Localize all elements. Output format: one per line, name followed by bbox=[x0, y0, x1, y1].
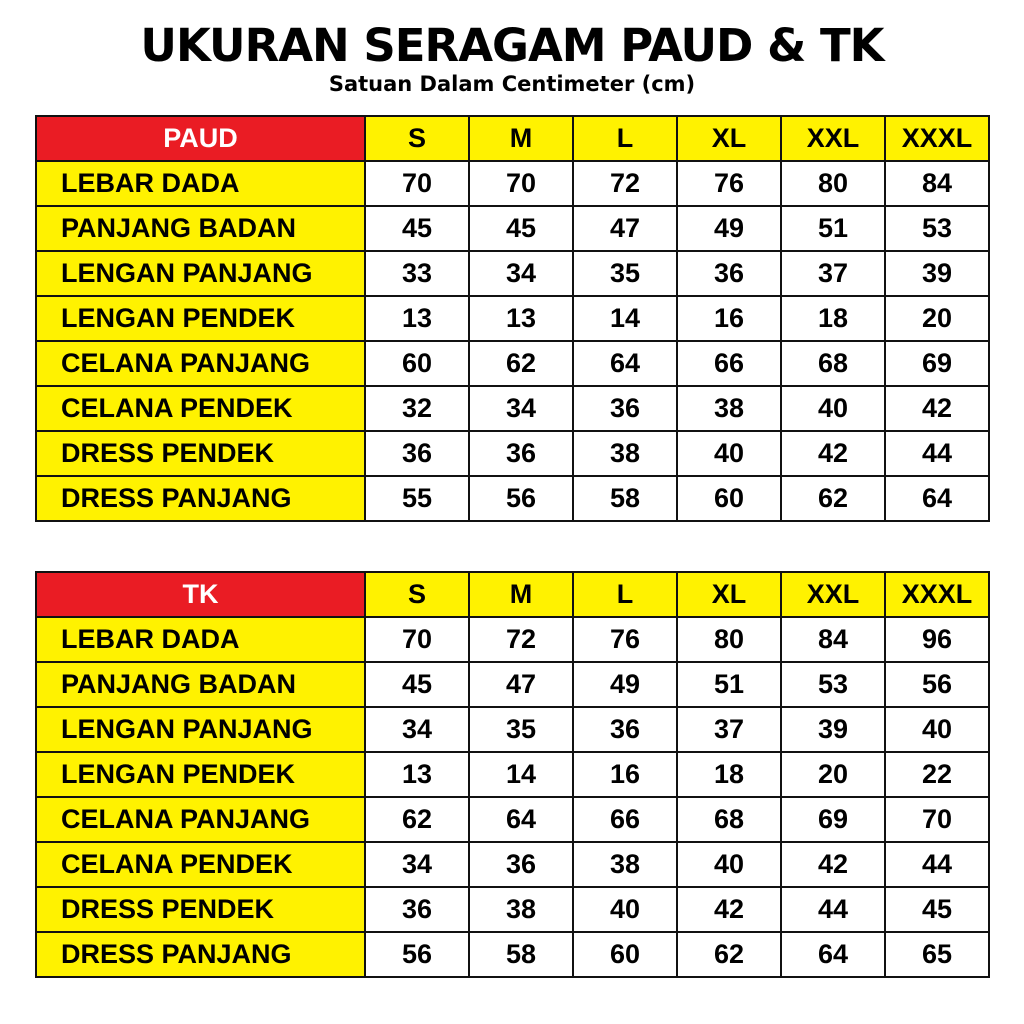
measurement-value: 70 bbox=[885, 797, 989, 842]
table-row bbox=[36, 707, 989, 752]
measurement-value: 37 bbox=[781, 251, 885, 296]
measurement-value: 80 bbox=[781, 161, 885, 206]
measurement-value: 53 bbox=[885, 206, 989, 251]
measurement-label: LENGAN PANJANG bbox=[36, 707, 365, 752]
measurement-value: 42 bbox=[885, 386, 989, 431]
measurement-value: 32 bbox=[365, 386, 469, 431]
size-header: XXL bbox=[781, 116, 885, 161]
measurement-value: 64 bbox=[573, 341, 677, 386]
table-row bbox=[36, 431, 989, 476]
page-subtitle: Satuan Dalam Centimeter (cm) bbox=[328, 72, 696, 96]
measurement-value: 45 bbox=[885, 887, 989, 932]
measurement-value: 84 bbox=[885, 161, 989, 206]
measurement-value: 62 bbox=[677, 932, 781, 977]
measurement-value: 58 bbox=[573, 476, 677, 521]
measurement-value: 44 bbox=[781, 887, 885, 932]
measurement-value: 18 bbox=[781, 296, 885, 341]
measurement-value: 49 bbox=[573, 662, 677, 707]
measurement-value: 35 bbox=[573, 251, 677, 296]
measurement-value: 34 bbox=[469, 251, 573, 296]
size-header: M bbox=[469, 572, 573, 617]
measurement-value: 34 bbox=[365, 707, 469, 752]
measurement-value: 34 bbox=[469, 386, 573, 431]
measurement-value: 38 bbox=[677, 386, 781, 431]
measurement-value: 60 bbox=[365, 341, 469, 386]
measurement-value: 42 bbox=[781, 431, 885, 476]
measurement-value: 34 bbox=[365, 842, 469, 887]
measurement-value: 68 bbox=[677, 797, 781, 842]
table-name-header: TK bbox=[36, 572, 365, 617]
measurement-value: 16 bbox=[677, 296, 781, 341]
measurement-value: 62 bbox=[781, 476, 885, 521]
measurement-value: 60 bbox=[677, 476, 781, 521]
measurement-value: 44 bbox=[885, 842, 989, 887]
measurement-value: 53 bbox=[781, 662, 885, 707]
size-header: S bbox=[365, 572, 469, 617]
measurement-value: 66 bbox=[573, 797, 677, 842]
measurement-value: 62 bbox=[469, 341, 573, 386]
measurement-label: CELANA PANJANG bbox=[36, 797, 365, 842]
measurement-value: 16 bbox=[573, 752, 677, 797]
measurement-value: 36 bbox=[677, 251, 781, 296]
measurement-value: 64 bbox=[469, 797, 573, 842]
measurement-value: 70 bbox=[365, 617, 469, 662]
measurement-value: 38 bbox=[573, 842, 677, 887]
size-header: S bbox=[365, 116, 469, 161]
measurement-value: 20 bbox=[885, 296, 989, 341]
measurement-value: 76 bbox=[677, 161, 781, 206]
measurement-value: 68 bbox=[781, 341, 885, 386]
table-row bbox=[36, 296, 989, 341]
measurement-value: 69 bbox=[885, 341, 989, 386]
measurement-value: 40 bbox=[885, 707, 989, 752]
measurement-value: 80 bbox=[677, 617, 781, 662]
measurement-value: 47 bbox=[469, 662, 573, 707]
size-header: XXXL bbox=[885, 572, 989, 617]
table-row bbox=[36, 206, 989, 251]
measurement-label: LENGAN PENDEK bbox=[36, 752, 365, 797]
measurement-value: 45 bbox=[365, 662, 469, 707]
size-header: XXXL bbox=[885, 116, 989, 161]
measurement-value: 51 bbox=[781, 206, 885, 251]
measurement-label: CELANA PENDEK bbox=[36, 842, 365, 887]
measurement-value: 36 bbox=[365, 431, 469, 476]
measurement-value: 45 bbox=[365, 206, 469, 251]
measurement-value: 13 bbox=[365, 752, 469, 797]
measurement-label: DRESS PANJANG bbox=[36, 932, 365, 977]
measurement-value: 55 bbox=[365, 476, 469, 521]
measurement-value: 36 bbox=[469, 431, 573, 476]
measurement-value: 56 bbox=[885, 662, 989, 707]
table-row bbox=[36, 386, 989, 431]
measurement-value: 36 bbox=[365, 887, 469, 932]
measurement-value: 65 bbox=[885, 932, 989, 977]
measurement-value: 45 bbox=[469, 206, 573, 251]
measurement-value: 47 bbox=[573, 206, 677, 251]
measurement-value: 58 bbox=[469, 932, 573, 977]
measurement-value: 36 bbox=[573, 707, 677, 752]
size-header: L bbox=[573, 116, 677, 161]
measurement-value: 40 bbox=[573, 887, 677, 932]
measurement-value: 40 bbox=[781, 386, 885, 431]
size-table-paud bbox=[35, 115, 990, 522]
measurement-value: 13 bbox=[469, 296, 573, 341]
measurement-value: 60 bbox=[573, 932, 677, 977]
measurement-label: LENGAN PENDEK bbox=[36, 296, 365, 341]
measurement-value: 33 bbox=[365, 251, 469, 296]
measurement-value: 69 bbox=[781, 797, 885, 842]
measurement-value: 20 bbox=[781, 752, 885, 797]
measurement-label: CELANA PENDEK bbox=[36, 386, 365, 431]
measurement-label: CELANA PANJANG bbox=[36, 341, 365, 386]
size-table-tk bbox=[35, 571, 990, 978]
table-row bbox=[36, 476, 989, 521]
table-row bbox=[36, 887, 989, 932]
header-row bbox=[36, 572, 989, 617]
measurement-label: DRESS PENDEK bbox=[36, 431, 365, 476]
measurement-value: 84 bbox=[781, 617, 885, 662]
table-header bbox=[36, 572, 989, 617]
measurement-value: 13 bbox=[365, 296, 469, 341]
table-row bbox=[36, 662, 989, 707]
measurement-value: 44 bbox=[885, 431, 989, 476]
measurement-value: 35 bbox=[469, 707, 573, 752]
measurement-value: 42 bbox=[781, 842, 885, 887]
measurement-value: 42 bbox=[677, 887, 781, 932]
table-header bbox=[36, 116, 989, 161]
measurement-value: 96 bbox=[885, 617, 989, 662]
measurement-label: DRESS PANJANG bbox=[36, 476, 365, 521]
measurement-value: 18 bbox=[677, 752, 781, 797]
size-header: L bbox=[573, 572, 677, 617]
measurement-value: 72 bbox=[469, 617, 573, 662]
measurement-label: LEBAR DADA bbox=[36, 617, 365, 662]
table-row bbox=[36, 161, 989, 206]
measurement-value: 38 bbox=[469, 887, 573, 932]
page-title: UKURAN SERAGAM PAUD & TK bbox=[140, 19, 884, 72]
table-row bbox=[36, 797, 989, 842]
measurement-label: PANJANG BADAN bbox=[36, 662, 365, 707]
measurement-value: 39 bbox=[781, 707, 885, 752]
measurement-value: 66 bbox=[677, 341, 781, 386]
measurement-label: PANJANG BADAN bbox=[36, 206, 365, 251]
measurement-value: 70 bbox=[469, 161, 573, 206]
table-row bbox=[36, 341, 989, 386]
measurement-value: 64 bbox=[781, 932, 885, 977]
size-header: XL bbox=[677, 116, 781, 161]
measurement-value: 22 bbox=[885, 752, 989, 797]
measurement-value: 40 bbox=[677, 842, 781, 887]
measurement-value: 37 bbox=[677, 707, 781, 752]
table-row bbox=[36, 842, 989, 887]
measurement-value: 14 bbox=[573, 296, 677, 341]
table-name-header: PAUD bbox=[36, 116, 365, 161]
header-row bbox=[36, 116, 989, 161]
measurement-value: 64 bbox=[885, 476, 989, 521]
measurement-value: 39 bbox=[885, 251, 989, 296]
measurement-label: DRESS PENDEK bbox=[36, 887, 365, 932]
size-header: XL bbox=[677, 572, 781, 617]
measurement-value: 72 bbox=[573, 161, 677, 206]
measurement-value: 38 bbox=[573, 431, 677, 476]
table-row bbox=[36, 251, 989, 296]
size-header: XXL bbox=[781, 572, 885, 617]
measurement-value: 36 bbox=[469, 842, 573, 887]
measurement-value: 14 bbox=[469, 752, 573, 797]
table-body bbox=[36, 161, 989, 521]
table-row bbox=[36, 932, 989, 977]
table-row bbox=[36, 752, 989, 797]
measurement-value: 62 bbox=[365, 797, 469, 842]
measurement-value: 70 bbox=[365, 161, 469, 206]
measurement-value: 56 bbox=[469, 476, 573, 521]
measurement-value: 51 bbox=[677, 662, 781, 707]
measurement-value: 40 bbox=[677, 431, 781, 476]
measurement-value: 56 bbox=[365, 932, 469, 977]
measurement-label: LENGAN PANJANG bbox=[36, 251, 365, 296]
measurement-value: 36 bbox=[573, 386, 677, 431]
table-body bbox=[36, 617, 989, 977]
measurement-value: 76 bbox=[573, 617, 677, 662]
measurement-label: LEBAR DADA bbox=[36, 161, 365, 206]
measurement-value: 49 bbox=[677, 206, 781, 251]
table-row bbox=[36, 617, 989, 662]
size-header: M bbox=[469, 116, 573, 161]
